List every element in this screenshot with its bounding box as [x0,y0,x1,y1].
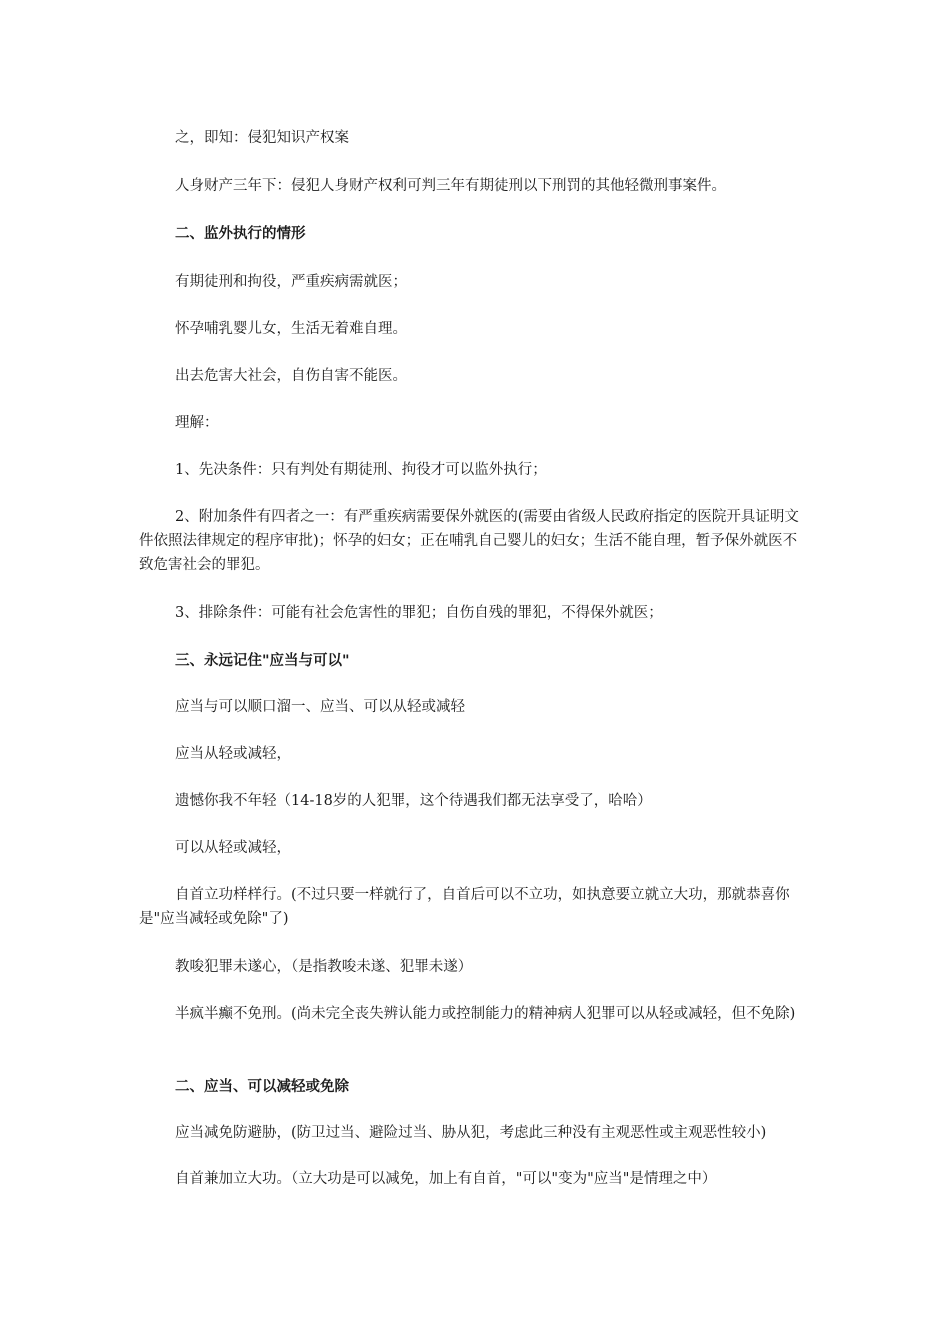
paragraph-additional-conditions: 2、附加条件有四者之一：有严重疾病需要保外就医的(需要由省级人民政府指定的医院开具证明文件依照法律规定的程序审批)；怀孕的妇女；正在哺乳自己婴儿的妇女；生活不能自理，暂予保外就医不致危害社会的罪犯。 [139,509,799,573]
heading-mitigate-or-exempt: 二、应当、可以减轻或免除 [175,1079,349,1095]
paragraph-half-insane: 半疯半癫不免刑。(尚未完全丧失辨认能力或控制能力的精神病人犯罪可以从轻或减轻，但不免除) [175,1006,796,1022]
paragraph-surrender-merit: 自首立功样样行。(不过只要一样就行了，自首后可以不立功，如执意要立就立大功，那就恭喜你是"应当减轻或免除"了) [139,887,790,927]
paragraph-may-lighter: 可以从轻或减轻， [175,840,291,856]
paragraph-ip-infringement: 之，即知：侵犯知识产权案 [175,130,349,146]
paragraph-instigation: 教唆犯罪未遂心，（是指教唆未遂、犯罪未遂） [175,959,473,975]
paragraph-rhyme-line-2: 怀孕哺乳婴儿女，生活无着难自理。 [175,321,407,337]
heading-shall-and-may: 三、永远记住"应当与可以" [175,653,350,669]
paragraph-not-young: 遗憾你我不年轻（14-18岁的人犯罪，这个待遇我们都无法享受了，哈哈） [175,793,652,809]
paragraph-surrender-major-merit: 自首兼加立大功。（立大功是可以减免，加上有自首，"可以"变为"应当"是情理之中） [175,1171,717,1187]
paragraph-shall-lighter: 应当从轻或减轻， [175,746,291,762]
paragraph-defense-excess: 应当减免防避胁，(防卫过当、避险过当、胁从犯，考虑此三种没有主观恶性或主观恶性较小) [175,1125,767,1141]
paragraph-rhyme-intro: 应当与可以顺口溜一、应当、可以从轻或减轻 [175,699,465,715]
heading-outside-execution: 二、监外执行的情形 [175,226,306,242]
paragraph-property-three-years: 人身财产三年下：侵犯人身财产权利可判三年有期徒刑以下刑罚的其他轻微刑事案件。 [175,178,726,194]
paragraph-understanding-label: 理解： [175,415,219,431]
paragraph-exclusion-conditions: 3、排除条件：可能有社会危害性的罪犯；自伤自残的罪犯，不得保外就医； [175,605,663,621]
paragraph-rhyme-line-3: 出去危害大社会，自伤自害不能医。 [175,368,407,384]
paragraph-precondition: 1、先决条件：只有判处有期徒刑、拘役才可以监外执行； [175,462,547,478]
paragraph-rhyme-line-1: 有期徒刑和拘役，严重疾病需就医； [175,274,407,290]
